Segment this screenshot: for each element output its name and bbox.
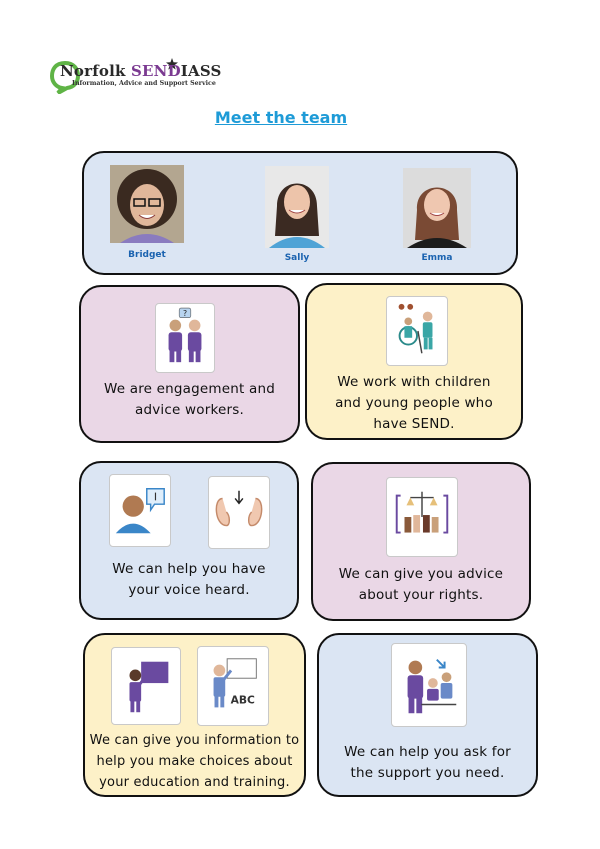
logo-tagline: Information, Advice and Support Service (72, 80, 216, 87)
asking-for-help-icon (391, 643, 467, 727)
justice-scales-icon (386, 477, 458, 557)
team-name-sally: Sally (284, 253, 310, 263)
two-people-talking-icon (155, 303, 215, 373)
children-wheelchair-icon (386, 296, 448, 366)
team-name-emma: Emma (421, 253, 453, 263)
team-photo-bridget (110, 165, 184, 243)
card-text: We are engagement and advice workers. (103, 381, 276, 418)
card-engagement-workers (79, 285, 300, 443)
teacher-board-icon (111, 647, 181, 725)
team-name-bridget: Bridget (128, 250, 166, 260)
page-title: Meet the team (214, 108, 348, 127)
team-photo-emma (403, 168, 471, 248)
card-information-choices (83, 633, 306, 797)
ears-listening-icon (208, 476, 270, 549)
card-text: We can give you advice about your rights. (338, 566, 504, 603)
logo-name: Norfolk SENDIASS (60, 62, 222, 80)
card-text: We can help you have your voice heard. (112, 561, 266, 598)
card-text: We can give you information to help you make choices about your education and training. (89, 733, 300, 790)
card-advice-rights (311, 462, 531, 621)
card-text: We can help you ask for the support you need. (344, 744, 511, 781)
abc-label: ABC (230, 693, 255, 707)
card-text: We work with children and young people who have SEND. (335, 374, 493, 432)
team-photo-sally (265, 166, 329, 248)
card-ask-support (317, 633, 538, 797)
teacher-abc-icon (197, 646, 269, 726)
person-speaking-icon (109, 474, 171, 547)
card-voice-heard (79, 461, 299, 620)
card-children-young-people (305, 283, 523, 440)
norfolk-sendiass-logo (50, 58, 230, 98)
question-mark-label: ? (182, 308, 188, 318)
team-card (82, 151, 518, 275)
